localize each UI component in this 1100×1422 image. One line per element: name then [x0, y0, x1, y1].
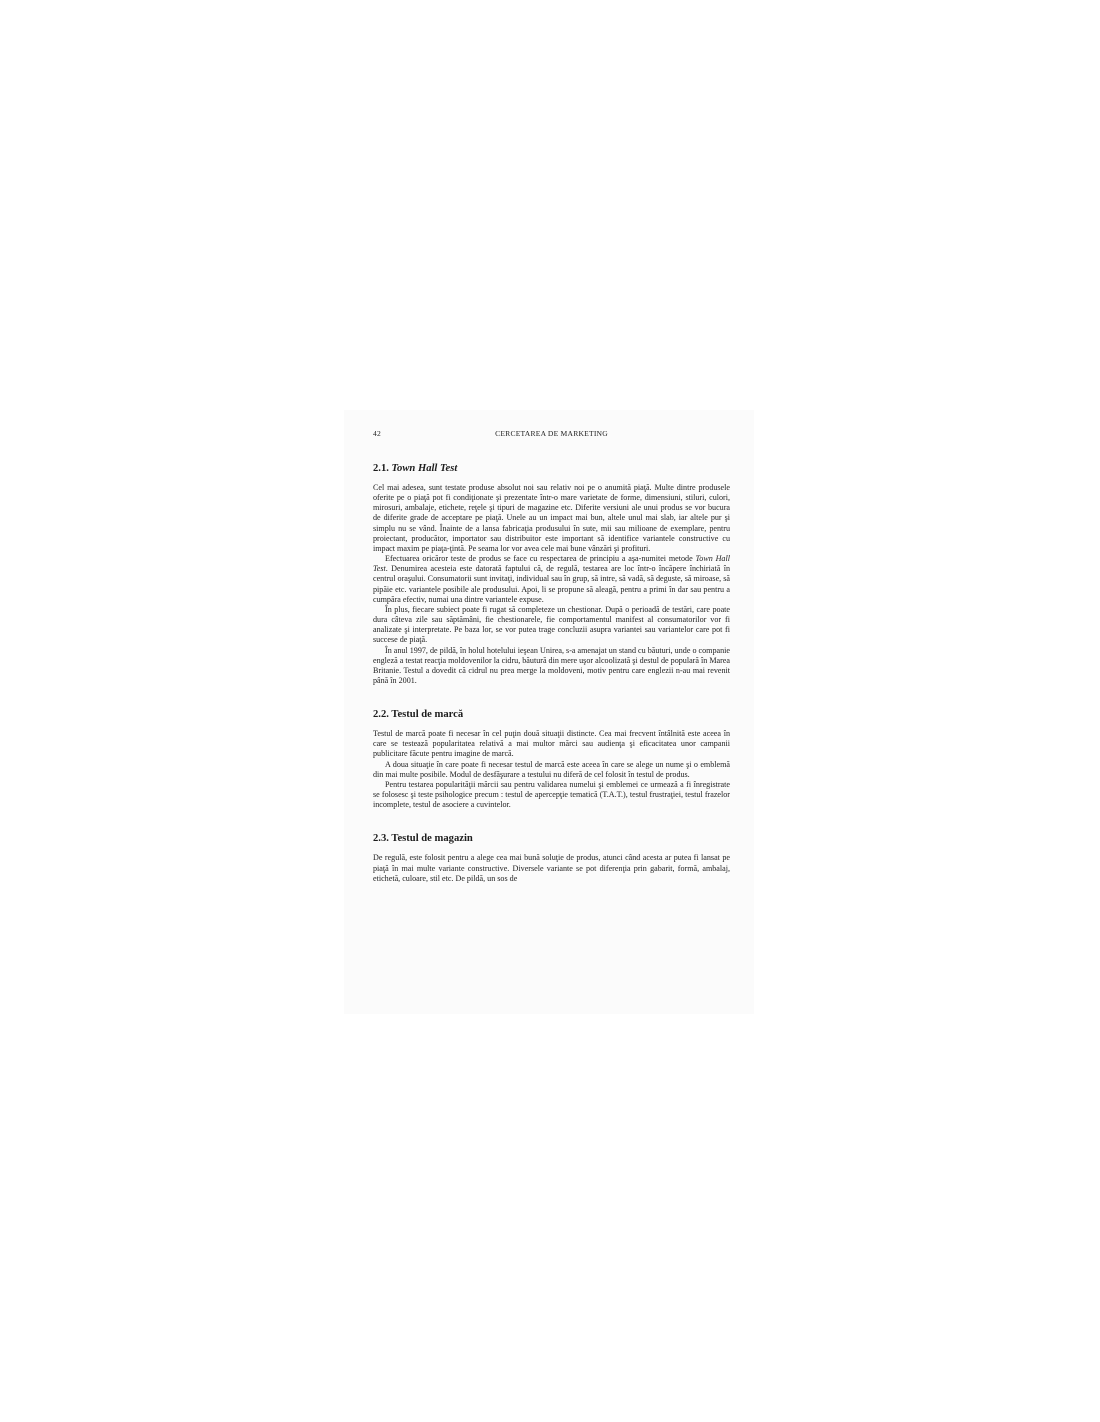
paragraph: Cel mai adesea, sunt testate produse absolut noi sau relativ noi pe o anumită piaţă. Multe dintre produsele oferite pe o piaţă pot fi condiţionate şi prezentate într-o mare varietate de forme, dimensiuni, stiluri, culori, mirosuri, ambalaje, etichete, reţele şi tipuri de magazine etc. Diferite versiuni ale unui produs se vor bucura de diferite grade de acceptare pe piaţă. Unele au un impact mai bun, altele unul mai slab, iar altele pur şi simplu nu se vând. Înainte de a lansa fabricaţia produsului în sute, mii sau milioane de exemplare, pentru proiectant, producător, importator sau distribuitor este important să identifice variantele constructive cu impact maxim pe piaţa-ţintă. Pe seama lor vor avea cele mai bune vânzări şi profituri. [373, 483, 730, 553]
section-number: 2.1. [373, 463, 389, 474]
paragraph: De regulă, este folosit pentru a alege cea mai bună soluţie de produs, atunci când acesta ar putea fi lansat pe piaţă în mai multe variante constructive. Diversele variante se pot diferenţia prin gabarit, formă, ambalaj, etichetă, culoare, stil etc. De pildă, un sos de [373, 853, 730, 883]
paragraph-text: Efectuarea oricăror teste de produs se face cu respectarea de principiu a aşa-numitei metode [385, 554, 696, 564]
running-head [373, 428, 730, 442]
paragraph: În anul 1997, de pildă, în holul hotelului ieşean Unirea, s-a amenajat un stand cu băuturi, unde o companie engleză a testat reacţia moldovenilor la cidru, băutură din mere uşor alcoolizată şi destul de populară în Marea Britanie. Testul a dovedit că cidrul nu prea merge la moldoveni, motiv pentru care englezii n-au mai revenit până în 2001. [373, 645, 730, 685]
paragraph-text: . Denumirea acesteia este datorată faptului că, de regulă, testarea are loc într-o încăpere închiriată în centrul oraşului. Consumatorii sunt invitaţi, individual sau în grup, să intre, să vadă, să deguste, să miroase, să pipăie etc. variantele posibile ale produsului. Apoi, li se propune să aleagă, pentru a primi în dar sau pentru a cumpăra efectiv, numai una dintre variantele expuse. [373, 564, 730, 604]
section-title: Testul de marcă [391, 709, 464, 721]
paragraph: Testul de marcă poate fi necesar în cel puţin două situaţii distincte. Cea mai frecvent întâlnită este aceea în care se testează popularitatea relativă a mai multor mărci sau audienţa şi eficacitatea unor campanii publicitare făcute pentru imagine de marcă. [373, 729, 730, 759]
paragraph: A doua situaţie în care poate fi necesar testul de marcă este aceea în care se alege un nume şi o emblemă din mai multe posibile. Modul de desfăşurare a testului nu diferă de cel folosit în testul de produs. [373, 759, 730, 779]
section-heading-2-2 [373, 708, 730, 721]
page-content [373, 428, 730, 884]
section-heading-2-1 [373, 462, 730, 475]
section-title: Town Hall Test [391, 463, 458, 474]
section-title: Testul de magazin [391, 833, 473, 845]
running-title: CERCETAREA DE MARKETING [495, 429, 608, 438]
paragraph [373, 554, 730, 605]
section-number: 2.2. [373, 709, 389, 721]
page-number: 42 [373, 429, 381, 438]
paragraph: În plus, fiecare subiect poate fi rugat să completeze un chestionar. După o perioadă de testări, care poate dura câteva zile sau săptămâni, fie chestionarele, fie comportamentul manifest al consumatorilor vor fi analizate şi interpretate. Pe baza lor, se vor putea trage concluzii asupra variantei sau variantelor care pot fi succese de piaţă. [373, 604, 730, 645]
method-name: Town Hall Test [373, 554, 730, 574]
section-number: 2.3. [373, 833, 389, 845]
paragraph: Pentru testarea popularităţii mărcii sau pentru validarea numelui şi emblemei ce urmează a fi înregistrate se folosesc şi teste psihologice precum : testul de apercepţie tematică (T.A.T.), testul frustraţiei, testul frazelor incomplete, testul de asociere a cuvintelor. [373, 779, 730, 810]
section-heading-2-3 [373, 832, 730, 845]
